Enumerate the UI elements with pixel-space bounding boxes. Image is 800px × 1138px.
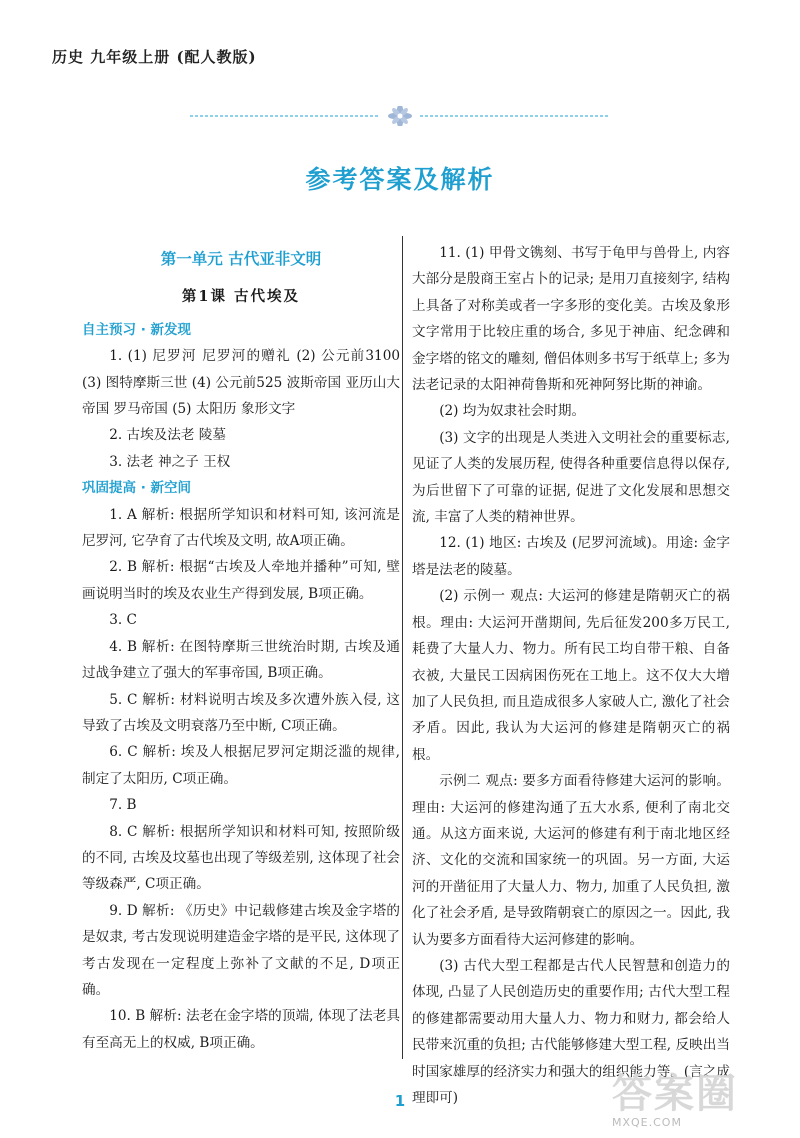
answer-paragraph: 4. B 解析: 在图特摩斯三世统治时期, 古埃及通过战争建立了强大的军事帝国, B项正确。 xyxy=(82,638,400,682)
section-heading-preview: 自主预习 · 新发现 xyxy=(82,321,192,338)
watermark xyxy=(612,1072,738,1129)
answer-paragraph: 示例二 观点: 要多方面看待修建大运河的影响。理由: 大运河的修建沟通了五大水系, 便利了南北交通。从这方面来说, 大运河的修建有利于南北地区经济、文化的交流和国家统一的巩固。另一方面, 大运河的开凿征用了大量人力、物力, 加重了人民负担, 激化了社会矛盾, 是导致隋朝衰亡的原因之一。因此, 我认为要多方面看待大运河修建的影响。 xyxy=(412,773,730,948)
flower-ornament-icon xyxy=(388,106,412,126)
answer-paragraph: (2) 示例一 观点: 大运河的修建是隋朝灭亡的祸根。理由: 大运河开凿期间, 先后征发200多万民工, 耗费了大量人力、物力。所有民工均自带干粮、自备衣被, 大量民工因病困伤死在工地上。这不仅大大增加了人民负担, 而且造成很多人家破人亡, 激化了社会矛盾。因此, 我认为大运河的修建是隋朝灭亡的祸根。 xyxy=(412,588,730,763)
answer-paragraph: 12. (1) 地区: 古埃及 (尼罗河流域)。用途: 金字塔是法老的陵墓。 xyxy=(412,535,730,578)
answer-paragraph: 1. A 解析: 根据所学知识和材料可知, 该河流是尼罗河, 它孕育了古代埃及文明, 故A项正确。 xyxy=(82,506,400,550)
right-column xyxy=(412,240,730,1111)
decorative-divider xyxy=(190,106,610,126)
unit-title: 第一单元 古代亚非文明 xyxy=(160,250,322,268)
answer-paragraph: 5. C 解析: 材料说明古埃及多次遭外族入侵, 这导致了古埃及文明衰落乃至中断, C项正确。 xyxy=(82,691,400,734)
answer-paragraph: 3. C xyxy=(109,612,137,629)
page-title: 参考答案及解析 xyxy=(305,165,495,194)
page-number: 1 xyxy=(394,1092,406,1110)
answer-paragraph: 11. (1) 甲骨文镌刻、书写于龟甲与兽骨上, 内容大部分是殷商王室占卜的记录; 是用刀直接刻字, 结构上具备了对称美或者一字多形的变化美。古埃及象形文字常用于比较庄重的场合, 多见于神庙、纪念碑和金字塔的铭文的雕刻, 僧侣体则多书写于纸草上; 多为法老记录的太阳神荷鲁斯和死神阿努比斯的神谕。 xyxy=(412,245,730,394)
answer-paragraph: 6. C 解析: 埃及人根据尼罗河定期泛滥的规律, 制定了太阳历, C项正确。 xyxy=(82,744,400,787)
answer-paragraph: 2. 古埃及法老 陵墓 xyxy=(109,427,226,444)
watermark-url: MXQE.COM xyxy=(612,1116,682,1129)
answer-paragraph: (2) 均为奴隶社会时期。 xyxy=(439,403,586,420)
answer-paragraph: (3) 文字的出现是人类进入文明社会的重要标志, 见证了人类的发展历程, 使得各种重要信息得以保存, 为后世留下了可靠的证据, 促进了文化发展和思想交流, 丰富了人类的精神世界。 xyxy=(412,429,730,526)
answer-paragraph: 10. B 解析: 法老在金字塔的顶端, 体现了法老具有至高无上的权威, B项正确。 xyxy=(82,1008,400,1051)
answer-paragraph: 2. B 解析: 根据“古埃及人牵地并播种”可知, 壁画说明当时的埃及农业生产得到发展, B项正确。 xyxy=(82,559,400,602)
lesson-title: 第1课 古代埃及 xyxy=(181,288,301,306)
answer-paragraph: 1. (1) 尼罗河 尼罗河的赠礼 (2) 公元前3100 (3) 图特摩斯三世 (4) 公元前525 波斯帝国 亚历山大帝国 罗马帝国 (5) 太阳历 象形文字 xyxy=(82,348,400,418)
answer-paragraph: (3) 古代大型工程都是古代人民智慧和创造力的体现, 凸显了人民创造历史的重要作用; 古代大型工程的修建都需要动用大量人力、物力和财力, 都会给人民带来沉重的负担; 古代能够修建大型工程, 反映出当时国家雄厚的经济实力和强大的组织能力等。(言之成理即可) xyxy=(412,957,730,1106)
section-heading-consolidate: 巩固提高 · 新空间 xyxy=(82,480,192,497)
answer-paragraph: 9. D 解析: 《历史》中记载修建古埃及金字塔的是奴隶, 考古发现说明建造金字塔的是平民, 这体现了考古发现在一定程度上弥补了文献的不足, D项正确。 xyxy=(82,902,400,998)
answer-paragraph: 7. B xyxy=(109,797,137,814)
column-divider xyxy=(402,236,403,1059)
watermark-logo: 答案圈 xyxy=(612,1071,738,1117)
left-column xyxy=(82,240,400,1056)
book-header: 历史 九年级上册 (配人教版) xyxy=(52,48,257,66)
answer-paragraph: 8. C 解析: 根据所学知识和材料可知, 按照阶级的不同, 古埃及坟墓也出现了等级差别, 这体现了社会等级森严, C项正确。 xyxy=(82,823,400,893)
answer-paragraph: 3. 法老 神之子 王权 xyxy=(109,453,231,470)
